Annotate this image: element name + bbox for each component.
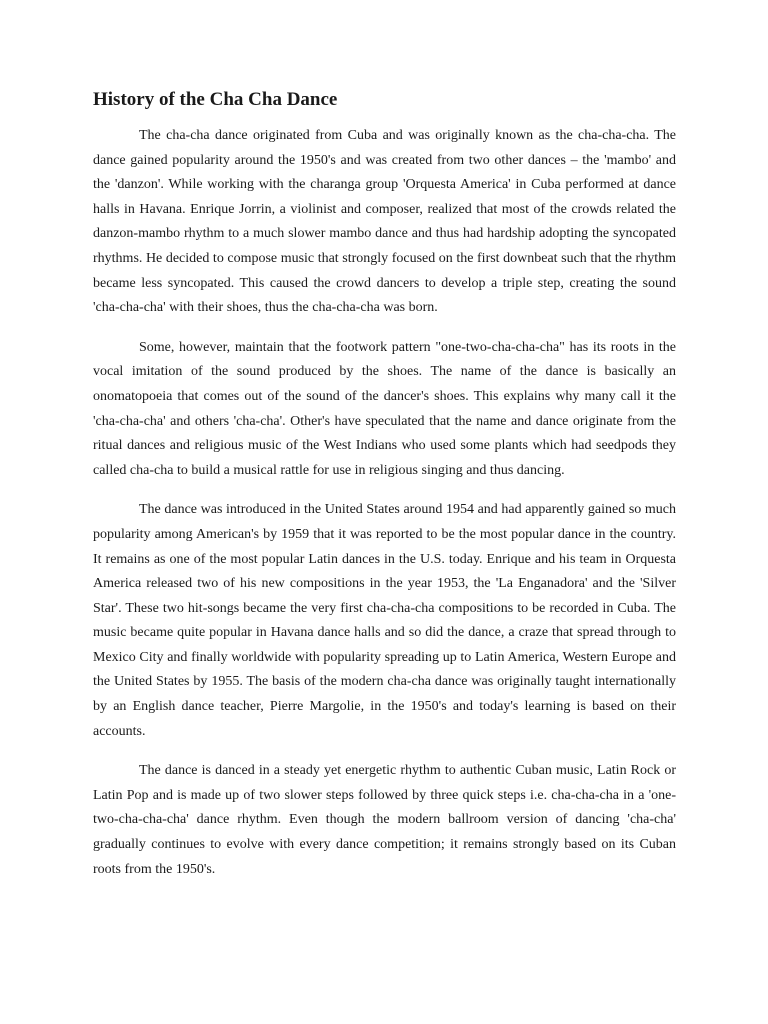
document-body (93, 88, 676, 897)
document-title: History of the Cha Cha Dance (93, 89, 338, 110)
paragraph-rhythm: The dance is danced in a steady yet energetic rhythm to authentic Cuban music, Latin Rock or Latin Pop and is made up of two slower steps followed by three quick steps i.e. cha-cha-cha in a 'one-two-cha-cha-cha' dance rhythm. Even though the modern ballroom version of dancing 'cha-cha' gradually continues to evolve with every dance competition; it remains strongly based on its Cuban roots from the 1950's. (93, 763, 676, 877)
paragraph-origin: The cha-cha dance originated from Cuba and was originally known as the cha-cha-cha. The dance gained popularity around the 1950's and was created from two other dances – the 'mambo' and the 'danzon'. While working with the charanga group 'Orquesta America' in Cuba performed at dance halls in Havana. Enrique Jorrin, a violinist and composer, realized that most of the crowds related the danzon-mambo rhythm to a much slower mambo dance and thus had hardship adopting the syncopated rhythms. He decided to compose music that strongly focused on the first downbeat such that the rhythm became less syncopated. This caused the crowd dancers to develop a triple step, creating the sound 'cha-cha-cha' with their shoes, thus the cha-cha-cha was born. (93, 128, 676, 316)
paragraph-name-theories: Some, however, maintain that the footwork pattern "one-two-cha-cha-cha" has its roots in the vocal imitation of the sound produced by the shoes. The name of the dance is basically an onomatopoeia that comes out of the sound of the dancer's shoes. This explains why many call it the 'cha-cha-cha' and others 'cha-cha'. Other's have speculated that the name and dance originate from the ritual dances and religious music of the West Indians who used some plants which had seedpods they called cha-cha to build a musical rattle for use in religious singing and thus dancing. (93, 339, 676, 478)
paragraph-united-states: The dance was introduced in the United States around 1954 and had apparently gained so much popularity among American's by 1959 that it was reported to be the most popular dance in the country. It remains as one of the most popular Latin dances in the U.S. today. Enrique and his team in Orquesta America released two of his new compositions in the year 1953, the 'La Enganadora' and the 'Silver Star'. These two hit-songs became the very first cha-cha-cha compositions to be recorded in Cuba. The music became quite popular in Havana dance halls and so did the dance, a craze that spread through to Mexico City and finally worldwide with popularity spreading up to Latin America, Western Europe and the United States by 1955. The basis of the modern cha-cha dance was originally taught internationally by an English dance teacher, Pierre Margolie, in the 1950's and today's learning is based on their accounts. (93, 502, 676, 739)
